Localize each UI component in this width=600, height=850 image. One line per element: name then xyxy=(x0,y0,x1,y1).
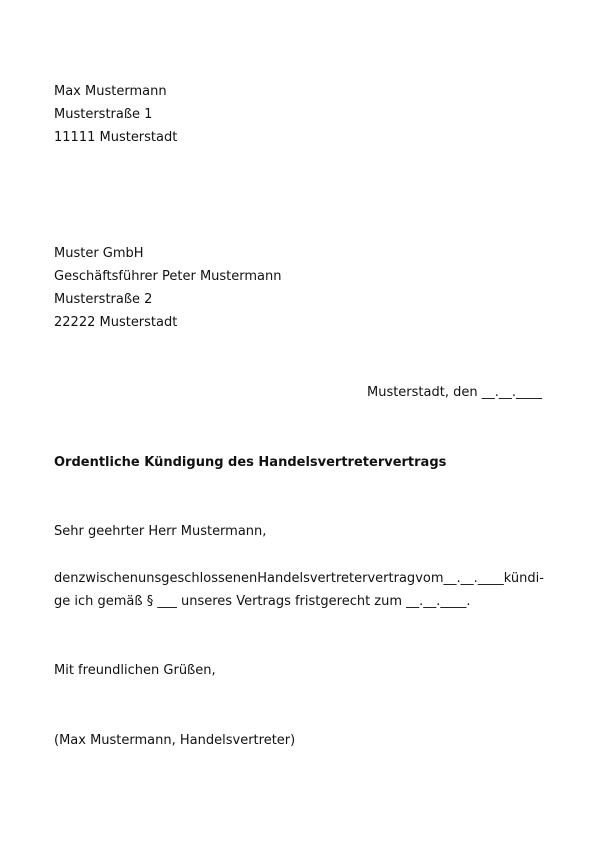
body-line-1 xyxy=(54,571,542,587)
place-date: Musterstadt, den __.__.____ xyxy=(366,385,542,400)
recipient-contact: Geschäftsführer Peter Mustermann xyxy=(54,269,282,284)
recipient-city: 22222 Musterstadt xyxy=(54,315,178,330)
body-word: Handelsvertretervertrag xyxy=(257,571,416,586)
body-word: vom xyxy=(415,571,444,586)
recipient-company: Muster GmbH xyxy=(54,246,144,261)
salutation: Sehr geehrter Herr Mustermann, xyxy=(54,524,267,539)
subject-line: Ordentliche Kündigung des Handelsvertretervertrags xyxy=(54,455,447,470)
signature: (Max Mustermann, Handelsvertreter) xyxy=(54,733,296,748)
sender-city: 11111 Musterstadt xyxy=(54,130,178,145)
recipient-street: Musterstraße 2 xyxy=(54,292,153,307)
body-word: den xyxy=(54,571,79,586)
body-word: zwischen xyxy=(78,571,138,586)
body-line-2: ge ich gemäß § ___ unseres Vertrags fristgerecht zum __.__.____. xyxy=(54,594,471,609)
body-word: uns xyxy=(137,571,162,586)
body-word: geschlossenen xyxy=(161,571,258,586)
sender-street: Musterstraße 1 xyxy=(54,107,153,122)
closing: Mit freundlichen Grüßen, xyxy=(54,663,216,678)
body-word: kündi- xyxy=(503,571,544,586)
sender-name: Max Mustermann xyxy=(54,84,167,99)
body-word: __.__.____ xyxy=(443,571,504,586)
